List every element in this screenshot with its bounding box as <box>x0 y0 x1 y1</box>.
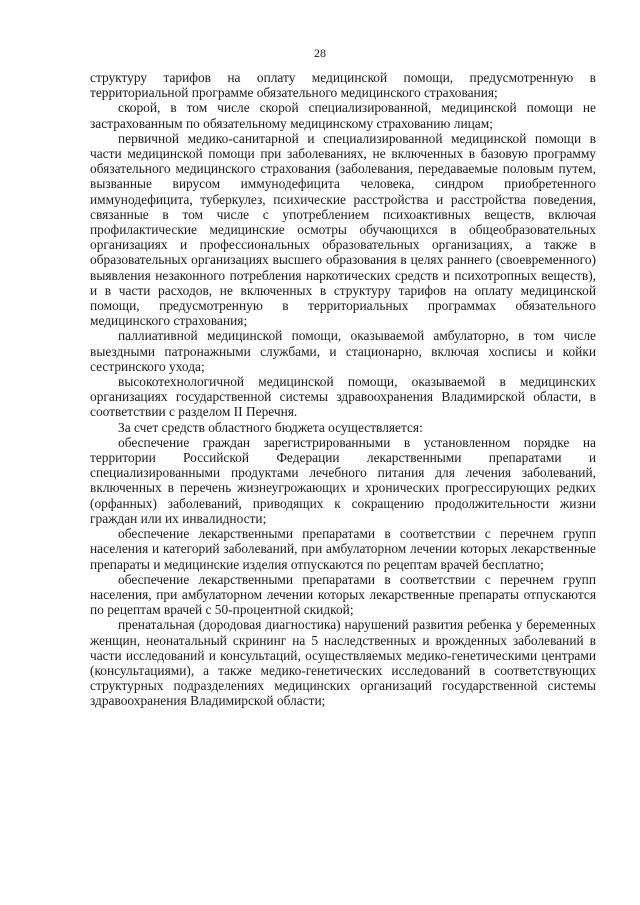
paragraph-emergency-care: скорой, в том числе скорой специализированной, медицинской помощи не застрахованным по обязательному медицинскому страхованию лицам; <box>90 100 596 131</box>
page-number: 28 <box>314 46 326 60</box>
paragraph-tariff-structure-continuation: структуру тарифов на оплату медицинской помощи, предусмотренную в территориальной программе обязательного медицинского страхования; <box>90 70 596 101</box>
paragraph-free-prescriptions: обеспечение лекарственными препаратами в соответствии с перечнем групп населения и категорий заболеваний, при амбулаторном лечении которых лекарственные препараты и медицинские изделия отпускаются по рецептам врачей бесплатно; <box>90 526 596 572</box>
document-body <box>90 70 596 709</box>
paragraph-high-tech-care: высокотехнологичной медицинской помощи, оказываемой в медицинских организациях государственной системы здравоохранения Владимирской области, в соответствии с разделом II Перечня. <box>90 374 596 420</box>
paragraph-primary-specialized-care: первичной медико-санитарной и специализированной медицинской помощи в части медицинской помощи при заболеваниях, не включенных в базовую программу обязательного медицинского страхования (заболевания, передаваемые половым путем, вызванные вирусом иммунодефицита человека, синдром приобретенного иммунодефицита, туберкулез, психические расстройства и расстройства поведения, связанные в том числе с употреблением психоактивных веществ, включая профилактические медицинские осмотры обучающихся в общеобразовательных организациях и профессиональных образовательных организациях, а также в образовательных организациях высшего образования в целях раннего (своевременного) выявления незаконного потребления наркотических средств и психотропных веществ), и в части расходов, не включенных в структуру тарифов на оплату медицинской помощи, предусмотренную в территориальных программах обязательного медицинского страхования; <box>90 130 596 329</box>
paragraph-orphan-drugs: обеспечение граждан зарегистрированными в установленном порядке на территории Российской Федерации лекарственными препаратами и специализированными продуктами лечебного питания для лечения заболеваний, включенных в перечень жизнеугрожающих и хронических прогрессирующих редких (орфанных) заболеваний, приводящих к сокращению продолжительности жизни граждан или их инвалидности; <box>90 434 596 526</box>
paragraph-discount-prescriptions: обеспечение лекарственными препаратами в соответствии с перечнем групп населения, при амбулаторном лечении которых лекарственные препараты отпускаются по рецептам врачей с 50-процентной скидкой; <box>90 571 596 618</box>
paragraph-regional-budget-heading: За счет средств областного бюджета осуществляется: <box>118 419 423 435</box>
paragraph-palliative-care: паллиативной медицинской помощи, оказываемой амбулаторно, в том числе выездными патронажными службами, и стационарно, включая хосписы и койки сестринского ухода; <box>90 328 596 374</box>
paragraph-prenatal-diagnostics: пренатальная (дородовая диагностика) нарушений развития ребенка у беременных женщин, неонатальный скрининг на 5 наследственных и врожденных заболеваний в части исследований и консультаций, осуществляемых медико-генетическими центрами (консультациями), а также медико-генетических исследований в соответствующих структурных подразделениях медицинских организаций государственной системы здравоохранения Владимирской области; <box>90 617 596 709</box>
